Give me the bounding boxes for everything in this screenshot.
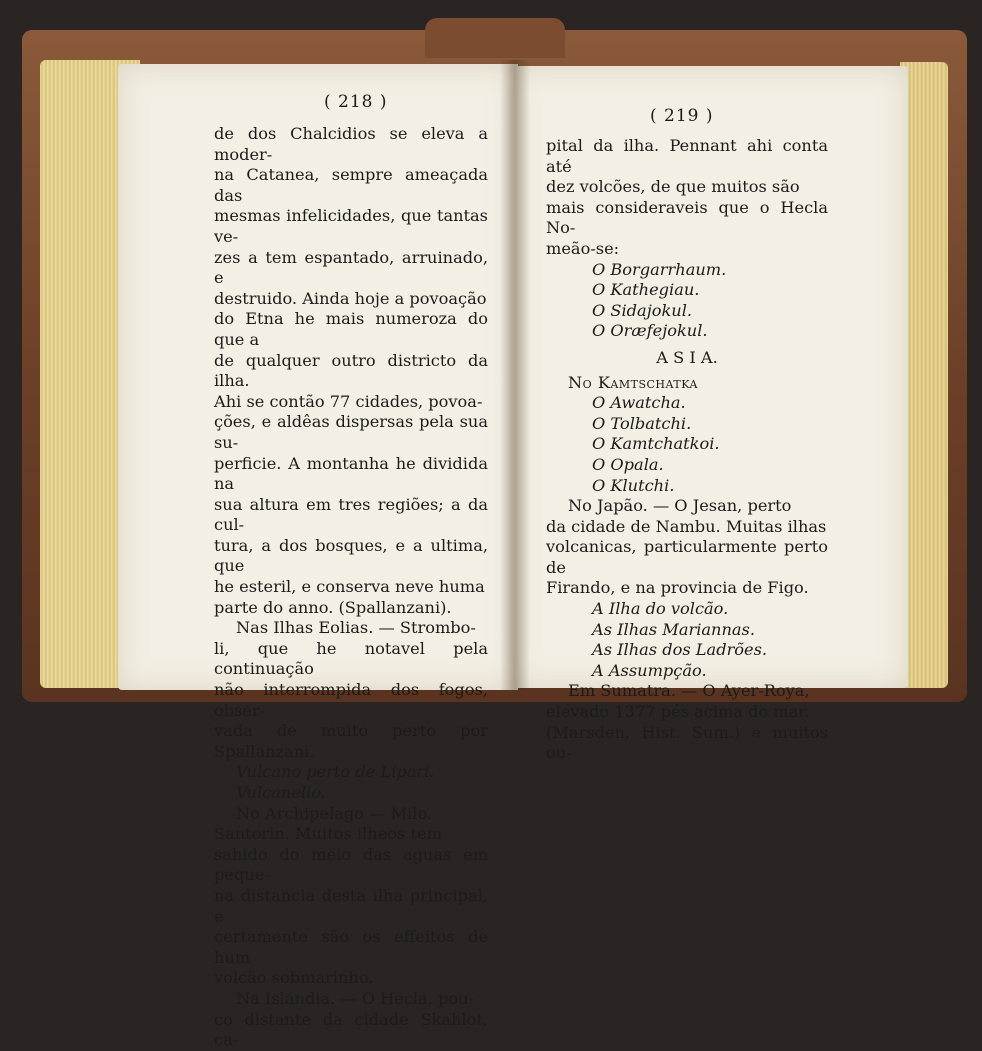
- text-line: dez volcões, de que muitos são: [546, 177, 800, 197]
- list-item: A Assumpção.: [592, 660, 707, 680]
- page-number: ( 218 ): [324, 92, 388, 112]
- text-line: elevado 1377 pés acima do mar.: [546, 702, 810, 722]
- text-line: volcanicas, particularmente perto de: [546, 537, 828, 577]
- text-line: (Marsden, Hist. Sum.) e muitos ou-: [546, 722, 828, 763]
- section-heading-line: Em Sumatra. — O Ayer-Roya,: [568, 681, 810, 701]
- list-item: O Kamtchatkoi.: [592, 434, 720, 454]
- list-item: O Awatcha.: [592, 393, 686, 413]
- text-line: li, que he notavel pela continuação: [214, 638, 488, 679]
- text-line: vada de muito perto por Spallanzani.: [214, 721, 488, 761]
- text-line: não interrompida dos fogos, obser-: [214, 680, 488, 720]
- text-line: pital da ilha. Pennant ahi conta até: [546, 136, 828, 176]
- list-item: O Tolbatchi.: [592, 413, 692, 433]
- list-item: Vulcano perto de Lipari.: [236, 762, 435, 782]
- list-item: Vulcanello.: [236, 783, 326, 802]
- text-line: destruido. Ainda hoje a povoação: [214, 288, 487, 308]
- book-gutter: [500, 60, 530, 690]
- text-line: Ahi se contão 77 cidades, povoa-: [214, 391, 483, 411]
- text-line: volcão sobmarinho.: [214, 968, 374, 988]
- text-line: de dos Chalcidios se eleva a moder-: [214, 124, 488, 164]
- page-number: ( 219 ): [650, 106, 714, 126]
- list-item: O Kathegiau.: [592, 280, 700, 300]
- text-line: na distancia desta ilha principal, e: [214, 885, 488, 926]
- text-line: mais consideraveis que o Hecla No-: [546, 197, 828, 238]
- page-body: [546, 136, 828, 764]
- section-title: A S I A.: [656, 347, 718, 367]
- text-line: ções, e aldêas dispersas pela sua su-: [214, 412, 488, 452]
- text-line: Firando, e na provincia de Figo.: [546, 578, 809, 598]
- list-item: A Ilha do volcão.: [592, 599, 729, 619]
- list-item: O Oræfejokul.: [592, 321, 708, 341]
- text-line: he esteril, e conserva neve huma: [214, 577, 485, 597]
- text-line: mesmas infelicidades, que tantas ve-: [214, 206, 488, 246]
- text-line: certamente são os effeitos de hum: [214, 927, 488, 967]
- list-item: O Borgarrhaum.: [592, 259, 727, 279]
- section-heading-line: No Archipelago — Milo.: [236, 803, 433, 823]
- list-item: As Ilhas Mariannas.: [592, 619, 755, 639]
- list-item: As Ilhas dos Ladrões.: [592, 640, 768, 660]
- text-line: do Etna he mais numeroza do que a: [214, 309, 488, 349]
- text-line: sahido do meio das aguas em peque-: [214, 844, 488, 885]
- text-line: parte do anno. (Spallanzani).: [214, 597, 452, 617]
- section-heading-line: No Japão. — O Jesan, perto: [568, 496, 792, 516]
- right-page: [510, 66, 908, 763]
- section-heading-line: Na Islandia. — O Hecla, pou-: [236, 988, 475, 1008]
- list-item: O Sidajokul.: [592, 300, 693, 320]
- section-heading-line: No Kamtschatka: [568, 372, 698, 392]
- text-line: meão-se:: [546, 238, 620, 258]
- text-line: da cidade de Nambu. Muitas ilhas: [546, 516, 827, 536]
- section-heading-line: Nas Ilhas Eolias. — Strombo-: [236, 618, 476, 638]
- text-line: Santorin. Muitos ilheos tem: [214, 824, 442, 844]
- book-spine: [425, 18, 565, 58]
- list-item: O Opala.: [592, 454, 664, 474]
- text-line: na Catanea, sempre ameaçada das: [214, 165, 488, 205]
- text-line: sua altura em tres regiões; a da cul-: [214, 494, 488, 535]
- text-line: de qualquer outro districto da ilha.: [214, 350, 488, 391]
- text-line: perficie. A montanha he dividida na: [214, 453, 488, 494]
- list-item: O Klutchi.: [592, 475, 675, 495]
- text-line: zes a tem espantado, arruinado, e: [214, 247, 488, 288]
- text-line: tura, a dos bosques, e a ultima, que: [214, 535, 488, 576]
- left-page: [118, 64, 518, 1050]
- text-line: co distante da cidade Skahlot, ca-: [214, 1009, 488, 1050]
- page-body: [214, 124, 488, 1051]
